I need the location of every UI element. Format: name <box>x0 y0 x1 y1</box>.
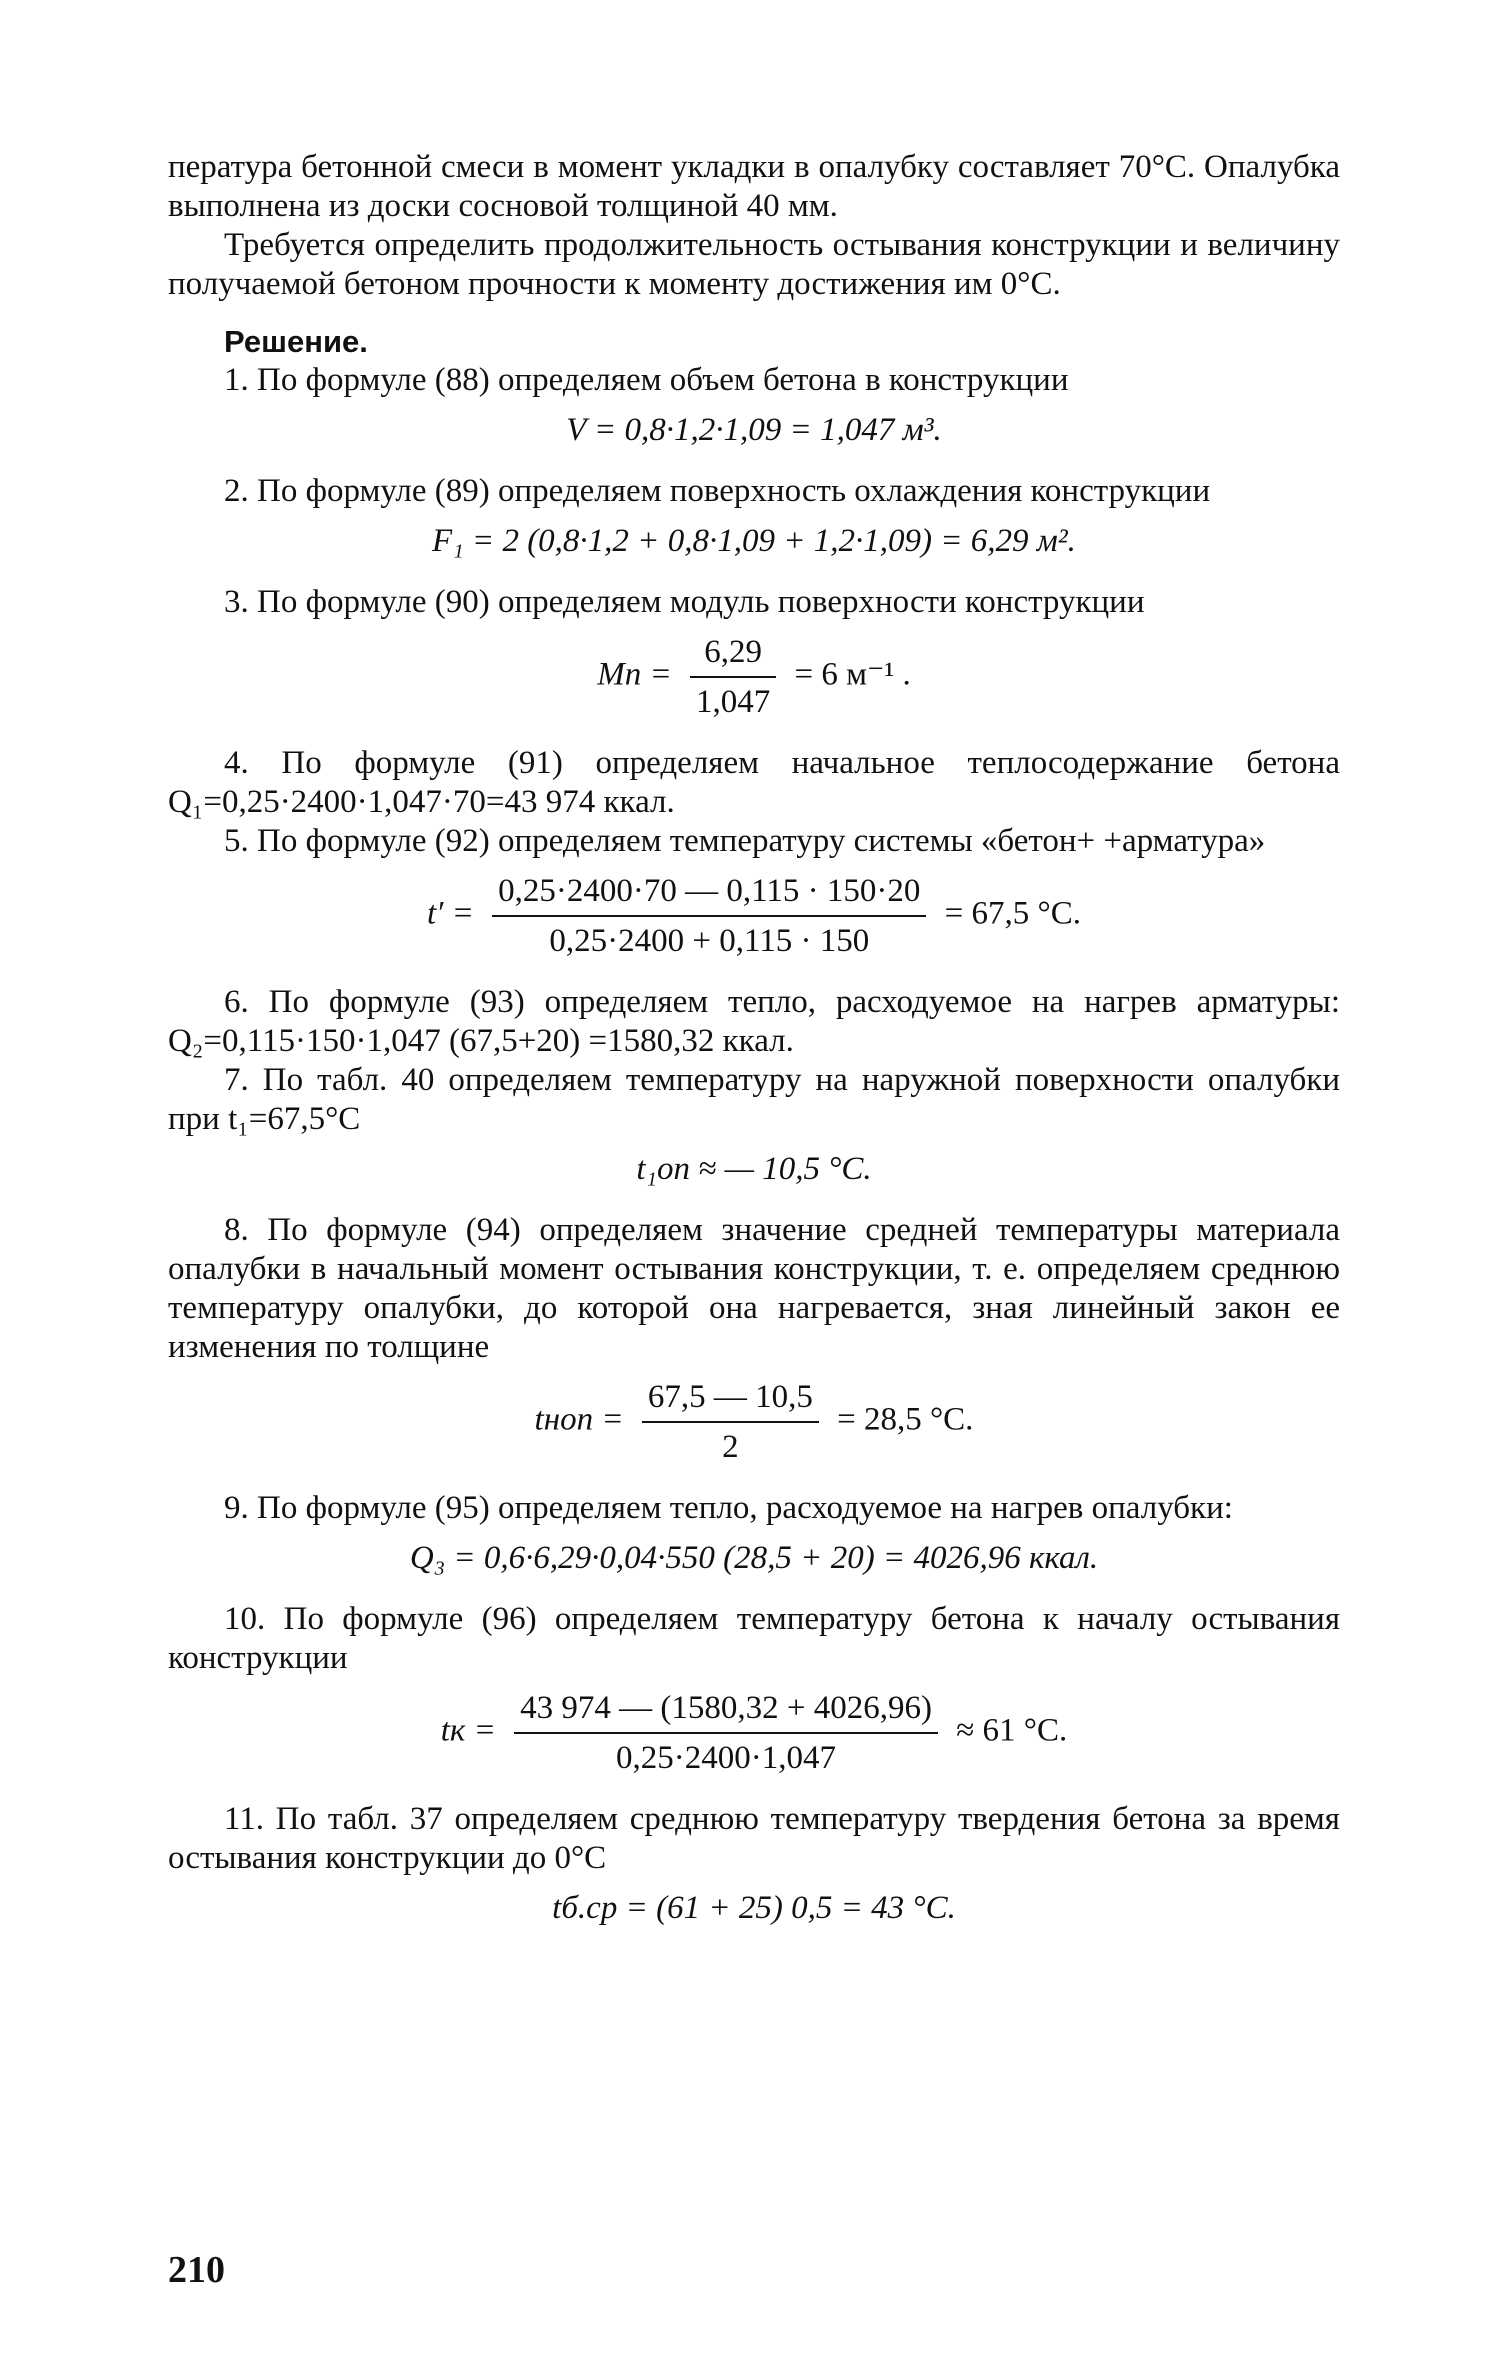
formula-8-denominator: 2 <box>722 1429 739 1465</box>
step-1: 1. По формуле (88) определяем объем бетона в конструкции <box>224 362 1069 398</box>
formula-3-right: = 6 м⁻¹ . <box>794 656 911 693</box>
step-5: 5. По формуле (92) определяем температуру системы «бетон+ +арматура» <box>224 823 1266 859</box>
formula-9: Q₃ = 0,6·6,29·0,04·550 (28,5 + 20) = 4026,96 ккал. <box>409 1540 1099 1576</box>
solution-heading: Решение. <box>224 324 368 359</box>
formula-5-denominator: 0,25·2400 + 0,115 · 150 <box>549 923 870 959</box>
step-8: 8. По формуле (94) определяем значение средней температуры материала опалубки в начальный момент остывания конструкции, т. е. определяем среднюю температуру опалубки, до которой она нагревается, зная линейный закон ее изменения по толщине <box>168 1212 1340 1365</box>
page-number: 210 <box>168 2249 225 2291</box>
formula-10-denominator: 0,25·2400·1,047 <box>616 1740 836 1776</box>
formula-7: t₁оп ≈ — 10,5 °С. <box>636 1151 872 1187</box>
step-9: 9. По формуле (95) определяем тепло, расходуемое на нагрев опалубки: <box>224 1490 1233 1526</box>
formula-3-left: Mп = <box>597 656 672 693</box>
formula-1: V = 0,8·1,2·1,09 = 1,047 м³. <box>566 412 942 448</box>
formula-5-numerator: 0,25·2400·70 — 0,115 · 150·20 <box>492 871 926 917</box>
formula-3 <box>168 632 1340 722</box>
formula-5-left: t′ = <box>427 895 474 932</box>
formula-2: F₁ = 2 (0,8·1,2 + 0,8·1,09 + 1,2·1,09) = 6,29 м². <box>432 523 1076 559</box>
formula-8-right: = 28,5 °С. <box>837 1401 974 1438</box>
step-10: 10. По формуле (96) определяем температуру бетона к началу остывания конструкции <box>168 1601 1340 1676</box>
step-2: 2. По формуле (89) определяем поверхность охлаждения конструкции <box>224 473 1211 509</box>
formula-8-numerator: 67,5 — 10,5 <box>642 1377 819 1423</box>
formula-11: tб.ср = (61 + 25) 0,5 = 43 °С. <box>552 1890 956 1926</box>
formula-10-numerator: 43 974 — (1580,32 + 4026,96) <box>514 1688 938 1734</box>
step-3: 3. По формуле (90) определяем модуль поверхности конструкции <box>224 584 1145 620</box>
page-body <box>168 148 1340 1950</box>
paragraph-continuation: пература бетонной смеси в момент укладки в опалубку составляет 70°С. Опалубка выполнена из доски сосновой толщиной 40 мм. <box>168 149 1340 224</box>
formula-10 <box>168 1688 1340 1778</box>
formula-5-right: = 67,5 °С. <box>944 895 1081 932</box>
formula-3-fraction <box>690 632 776 722</box>
formula-10-right: ≈ 61 °С. <box>956 1712 1068 1749</box>
formula-8-left: tноп = <box>534 1401 624 1438</box>
formula-5 <box>168 871 1340 961</box>
step-6: 6. По формуле (93) определяем тепло, расходуемое на нагрев арматуры: Q₂=0,115·150·1,047 (67,5+20) =1580,32 ккал. <box>168 984 1340 1059</box>
formula-10-left: tк = <box>440 1712 496 1749</box>
formula-5-fraction <box>492 871 926 961</box>
step-11: 11. По табл. 37 определяем среднюю температуру твердения бетона за время остывания конструкции до 0°С <box>168 1801 1340 1876</box>
formula-8 <box>168 1377 1340 1467</box>
formula-8-fraction <box>642 1377 819 1467</box>
formula-10-fraction <box>514 1688 938 1778</box>
paragraph-task: Требуется определить продолжительность остывания конструкции и величину получаемой бетоном прочности к моменту достижения им 0°С. <box>168 227 1340 302</box>
formula-3-numerator: 6,29 <box>690 632 776 678</box>
step-7: 7. По табл. 40 определяем температуру на наружной поверхности опалубки при t₁=67,5°С <box>168 1062 1340 1137</box>
formula-3-denominator: 1,047 <box>695 684 771 720</box>
step-4: 4. По формуле (91) определяем начальное теплосодержание бетона Q₁=0,25·2400·1,047·70=43 974 ккал. <box>168 745 1340 820</box>
